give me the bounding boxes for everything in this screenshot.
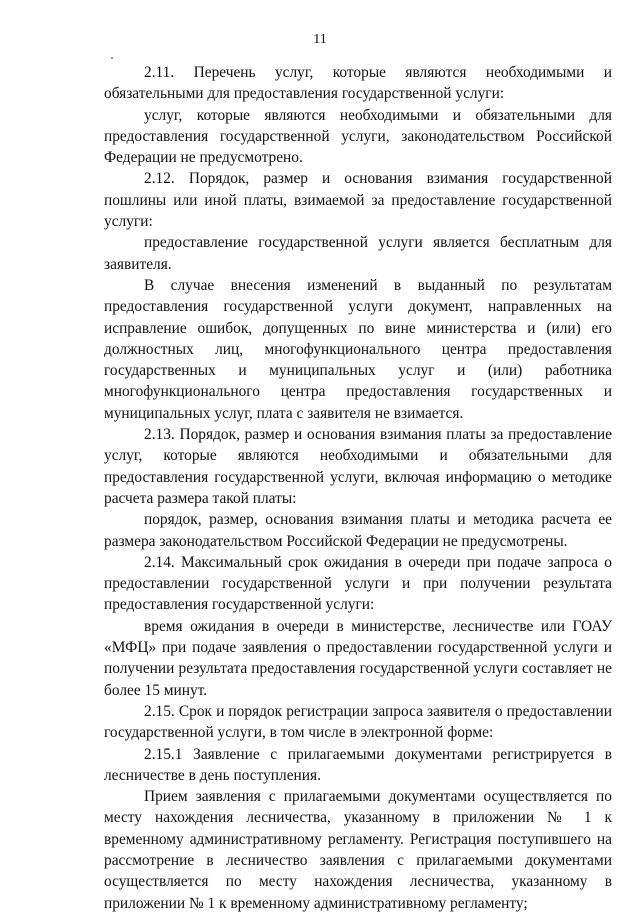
paragraph-2-13-answer: порядок, размер, основания взимания платы и методика расчета ее размера законодательством Российской Федерации не предусмотрены. bbox=[104, 511, 612, 550]
scan-speck bbox=[111, 57, 113, 59]
page-number: 11 bbox=[313, 32, 327, 47]
paragraph-2-14: 2.14. Максимальный срок ожидания в очереди при подаче запроса о предоставлении государственной услуги и при получении результата предоставления государственной услуги: bbox=[104, 553, 612, 614]
document-body bbox=[104, 62, 612, 914]
paragraph-2-12: 2.12. Порядок, размер и основания взимания государственной пошлины или иной платы, взимаемой за предоставление государственной услуги: bbox=[104, 170, 612, 231]
paragraph-2-12-changes: В случае внесения изменений в выданный по результатам предоставления государственной услуги документ, направленных на исправление ошибок, допущенных по вине министерства и (или) его должностных лиц, многофункционального центра предоставления государственных и муниципальных услуг и (или) работника многофункционального центра предоставления государственных и муниципальных услуг, плата с заявителя не взимается. bbox=[104, 276, 612, 422]
paragraph-2-15: 2.15. Срок и порядок регистрации запроса заявителя о предоставлении государственной услуги, в том числе в электронной форме: bbox=[104, 702, 612, 742]
paragraph-2-11: 2.11. Перечень услуг, которые являются необходимыми и обязательными для предоставления государственной услуги: bbox=[104, 64, 612, 103]
paragraph-2-15-1: 2.15.1 Заявление с прилагаемыми документами регистрируется в лесничестве в день поступления. bbox=[104, 745, 612, 784]
paragraph-2-13: 2.13. Порядок, размер и основания взимания платы за предоставление услуг, которые являются необходимыми и обязательными для предоставления государственной услуги, включая информацию о методике расчета размера такой платы: bbox=[104, 426, 612, 507]
paragraph-2-15-1-reception: Прием заявления с прилагаемыми документами осуществляется по месту нахождения лесничества, указанному в приложении № 1 к временному административному регламенту. Регистрация поступившего на рассмотрение в лесничество заявления с прилагаемыми документами осуществляется по месту нахождения лесничества, указанному в приложении № 1 к временному административному регламенту; bbox=[104, 788, 612, 912]
paragraph-2-11-answer: услуг, которые являются необходимыми и обязательными для предоставления государственной услуги, законодательством Российской Федерации не предусмотрено. bbox=[104, 106, 612, 167]
paragraph-2-12-answer: предоставление государственной услуги является бесплатным для заявителя. bbox=[104, 234, 612, 273]
paragraph-2-14-answer: время ожидания в очереди в министерстве, лесничестве или ГОАУ «МФЦ» при подаче заявления о предоставлении государственной услуги и получении результата предоставления государственной услуги составляет не более 15 минут. bbox=[104, 617, 612, 699]
